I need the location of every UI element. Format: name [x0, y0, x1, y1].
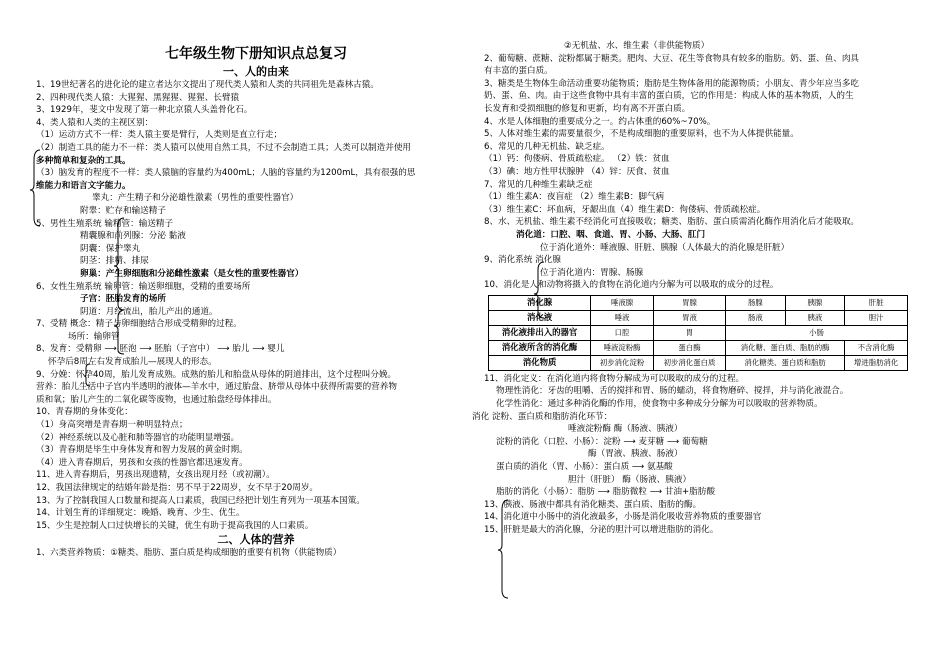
table-cell: 肠液 [726, 310, 786, 325]
text-line: 场所：输卵管 [68, 331, 120, 342]
text-line: 消化道：口腔、咽、食道、胃、小肠、大肠、肛门 [516, 229, 706, 240]
text-line: 13、为了控制我国人口数量和提高人口素质，我国已经把计划生育列为一项基本国策。 [36, 495, 365, 506]
table-cell: 胃腺 [653, 295, 725, 310]
table-cell: 唾液淀粉酶 [591, 340, 654, 355]
table-cell: 肠腺 [726, 295, 786, 310]
table-cell: 初步消化淀粉 [591, 355, 654, 370]
text-line: 蛋白质的消化（胃、小肠）：蛋白质 ⟶ 氨基酸 [496, 462, 673, 473]
text-line: 位于消化道内：胃腺、肠腺 [540, 267, 644, 278]
text-line: （1）维生素A：夜盲症 （2）维生素B：脚气病 [484, 192, 665, 203]
text-line: 10、消化是人和动物将摄入的食物在消化道内分解为可以吸取的成分的过程。 [484, 280, 779, 291]
table-cell: 消化糖、蛋白质、脂肪的酶 [726, 340, 845, 355]
table-cell: 消化物质 [489, 355, 591, 370]
table-cell: 胃 [653, 325, 725, 340]
table-row [489, 295, 908, 310]
text-line: （3）脑发育的程度不一样：类人猿脑的容量约为400mL；人脑的容量约为1200mL，具有很强的思 [36, 168, 416, 179]
text-line: 7、受精 概念：精子与卵细胞结合形成受精卵的过程。 [36, 319, 242, 330]
text-line: 消化 淀粉、蛋白质和脂肪消化环节： [472, 411, 613, 422]
text-line: 酶（胃液、胰液、肠液） [588, 449, 683, 460]
text-line: 5、男性生殖系统 输精管：输送精子 [36, 218, 174, 229]
text-line: 长发育和受损细胞的修复和更新，均有离不开蛋白质。 [484, 103, 691, 114]
text-line: 13、胰液、肠液中都具有消化糖类、蛋白质、脂肪的酶。 [484, 499, 702, 510]
table-cell: 消化腺 [489, 295, 591, 310]
table-row [489, 325, 908, 340]
text-line: 子宫：胚胎发育的场所 [80, 294, 166, 305]
text-line: 14、消化道中小肠中的消化液最多，小肠是消化吸收营养物质的重要器官 [484, 512, 762, 523]
text-line: 附睾：贮存和输送精子 [80, 205, 166, 216]
table-cell: 唾液 [591, 310, 654, 325]
text-line: 多种简单和复杂的工具。 [36, 155, 131, 166]
table-cell: 不含消化酶 [845, 340, 908, 355]
text-line: 阴囊：保护睾丸 [80, 243, 141, 254]
text-line: 阴道：月经流出，胎儿产出的通道。 [80, 306, 218, 317]
text-line: 11、进入青春期后，男孩出现遗精，女孩出现月经（或初潮）。 [36, 470, 275, 481]
page-title: 七年级生物下册知识点总复习 [165, 46, 347, 62]
text-line: （2）神经系统以及心脏和肺等器官的功能明显增强。 [36, 432, 240, 443]
text-line: 怀孕后8周左右发育成胎儿—展现人的形态。 [48, 357, 217, 368]
text-line: 11、消化定义：在消化道内将食物分解成为可以吸取的成分的过程。 [484, 373, 745, 384]
text-line: ②无机盐、水、维生素（非供能物质） [564, 41, 710, 51]
text-line: 8、发育：受精卵 ⟶ 胚泡 ⟶ 胚胎（子宫中） ⟶ 胎儿 ⟶ 婴儿 [36, 344, 285, 355]
text-line: 2、葡萄糖、蔗糖、淀粉都属于糖类。肥肉、大豆、花生等食物具有较多的脂肪。奶、蛋、鱼、肉具 [484, 53, 860, 64]
table-cell: 胆汁 [845, 310, 908, 325]
text-line: 6、常见的几种无机盐、缺乏症。 [484, 141, 610, 152]
text-line: 10、青春期的身体变化： [36, 407, 133, 418]
text-line: 有丰富的蛋白质。 [484, 66, 553, 77]
text-line: （4）进入青春期后，男孩和女孩的性器官都迅速发育。 [36, 457, 248, 468]
text-line: 2、四种现代类人猿：大猩猩、黑猩猩、猩猩、长臂猿 [36, 92, 240, 103]
table-cell: 胰腺 [785, 295, 845, 310]
text-line: 9、消化系统 消化腺 [484, 255, 561, 266]
text-line: 精囊腺和前列腺：分泌 黏液 [80, 231, 186, 242]
table-cell: 消化液所含的消化酶 [489, 340, 591, 355]
table-cell: 增进脂肪消化 [845, 355, 908, 370]
text-line: 12、我国法律规定的结婚年龄是指：男不早于22周岁，女不早于20周岁。 [36, 483, 319, 493]
text-line: 15、少生是控制人口过快增长的关键，优生有助于提高我国的人口素质。 [36, 520, 314, 531]
left-column [36, 0, 476, 560]
table-cell: 唾液腺 [591, 295, 654, 310]
table-cell: 蛋白酶 [653, 340, 725, 355]
text-line: 7、常见的几种维生素缺乏症 [484, 179, 593, 190]
text-line: （1）运动方式不一样：类人猿主要是臂行，人类则是直立行走； [36, 130, 283, 141]
text-line: 脂肪的消化（小肠）：脂肪 ⟶ 脂肪微粒 ⟶ 甘油+脂肪酸 [496, 487, 715, 498]
section-heading-nutrition: 二、人体的营养 [217, 533, 295, 547]
text-line: 阴茎：排精、排尿 [80, 256, 149, 267]
text-line: 9、分娩：怀孕40周，胎儿发育成熟。成熟的胎儿和胎盘从母体的阴道排出，这个过程叫分娩。 [36, 369, 397, 380]
text-line: 1、19世纪著名的进化论的建立者达尔文提出了现代类人猿和人类的共同祖先是森林古猿。 [36, 80, 379, 90]
table-cell: 消化液排出入的器官 [489, 325, 591, 340]
text-line: 卵巢：产生卵细胞和分泌雌性激素（是女性的重要性器官） [80, 268, 304, 279]
text-line: 14、计划生育的详细规定：晚婚、晚育、少生、优生。 [36, 508, 245, 519]
text-line: 8、水、无机盐、维生素不经消化可直接吸收；糖类、脂肪、蛋白质需消化酶作用消化后才能吸取。 [484, 217, 860, 228]
text-line: 奶、蛋、鱼、肉。由于这些食物中具有丰富的蛋白质，它的作用是：构成人体的基本物质，人的生 [484, 91, 854, 102]
text-line: 睾丸：产生精子和分泌雄性激素（男性的重要性器官） [92, 193, 299, 204]
text-line: （3）青春期是毕生中身体发育和智力发展的黄金时期。 [36, 445, 248, 456]
right-column [472, 40, 914, 537]
text-line: 维能力和语言文字能力。 [36, 180, 131, 191]
digestion-table [488, 295, 908, 371]
text-line: （2）制造工具的能力不一样：类人猿可以使用自然工具，不过不会制造工具；人类可以制造并使用 [36, 142, 412, 153]
text-line: （1）身高突增是青春期一种明显特点； [36, 420, 188, 431]
text-line: （3）碘：地方性甲状腺肿 （4）锌：厌食、贫血 [484, 166, 670, 177]
table-row [489, 355, 908, 370]
table-cell: 小肠 [726, 325, 908, 340]
text-line: 营养：胎儿生活中子宫内半透明的液体—羊水中，通过胎盘、脐带从母体中获得所需要的营养物 [36, 382, 397, 393]
section-heading-origin: 一、人的由来 [223, 65, 289, 78]
table-cell: 胰液 [785, 310, 845, 325]
text-line: 1、六类营养物质：①糖类、脂肪、蛋白质是构成细胞的重要有机物（供能物质） [36, 548, 342, 559]
table-row [489, 310, 908, 325]
table-cell: 消化液 [489, 310, 591, 325]
text-line: 物理性消化：牙齿的咀嚼、舌的搅拌和胃、肠的蠕动，将食物磨碎、搅拌，并与消化液混合。 [496, 386, 849, 397]
text-line: 4、类人猿和人类的主视区别： [36, 117, 154, 128]
table-row [489, 340, 908, 355]
text-line: （1）钙：佝偻病、骨质疏松症。 （2）铁：贫血 [484, 154, 670, 165]
text-line: 15、肝脏是最大的消化腺，分泌的胆汁可以增进脂肪的消化。 [484, 525, 719, 535]
text-line: 4、水是人体细胞的重要成分之一。约占体重的60%~70%。 [484, 116, 716, 127]
text-line: 3、糖类是生物体生命活动重要功能物质；脂肪是生物体备用的能源物质；小朋友、青少年应当多吃 [484, 78, 860, 89]
text-line: 6、女性生殖系统 输卵管：输送卵细胞，受精的重要场所 [36, 281, 251, 292]
table-cell: 消化糖类、蛋白质和脂肪 [726, 355, 845, 370]
text-line: 5、人体对维生素的需要量很少，不是构成细胞的重要原料，也不为人体提供能量。 [484, 129, 799, 140]
text-line: 位于消化道外：唾液腺、肝脏、胰腺（人体最大的消化腺是肝脏） [540, 242, 790, 253]
text-line: 淀粉的消化（口腔、小肠）：淀粉 ⟶ 麦芽糖 ⟶ 葡萄糖 [496, 436, 708, 447]
table-cell: 肝脏 [845, 295, 908, 310]
text-line: 质和氧；胎儿产生的二氧化碳等废物，也通过胎盘经母体排出。 [36, 394, 277, 405]
table-cell: 初步消化蛋白质 [653, 355, 725, 370]
table-cell: 口腔 [591, 325, 654, 340]
table-cell: 胃液 [653, 310, 725, 325]
text-line: 胆汁（肝脏） 酶（肠液、胰液） [568, 474, 692, 485]
text-line: 化学性消化：通过多种消化酶的作用，使食物中多种成分分解为可以吸取的营养物质。 [496, 399, 823, 410]
text-line: （3）维生素C：坏血病，牙龈出血（4）维生素D：佝偻病、骨质疏松症。 [484, 204, 766, 215]
text-line: 唾液淀粉酶 酶（肠液、胰液） [568, 424, 683, 435]
text-line: 3、1929年，斐文中发现了第一种北京猿人头盖骨化石。 [36, 105, 253, 116]
